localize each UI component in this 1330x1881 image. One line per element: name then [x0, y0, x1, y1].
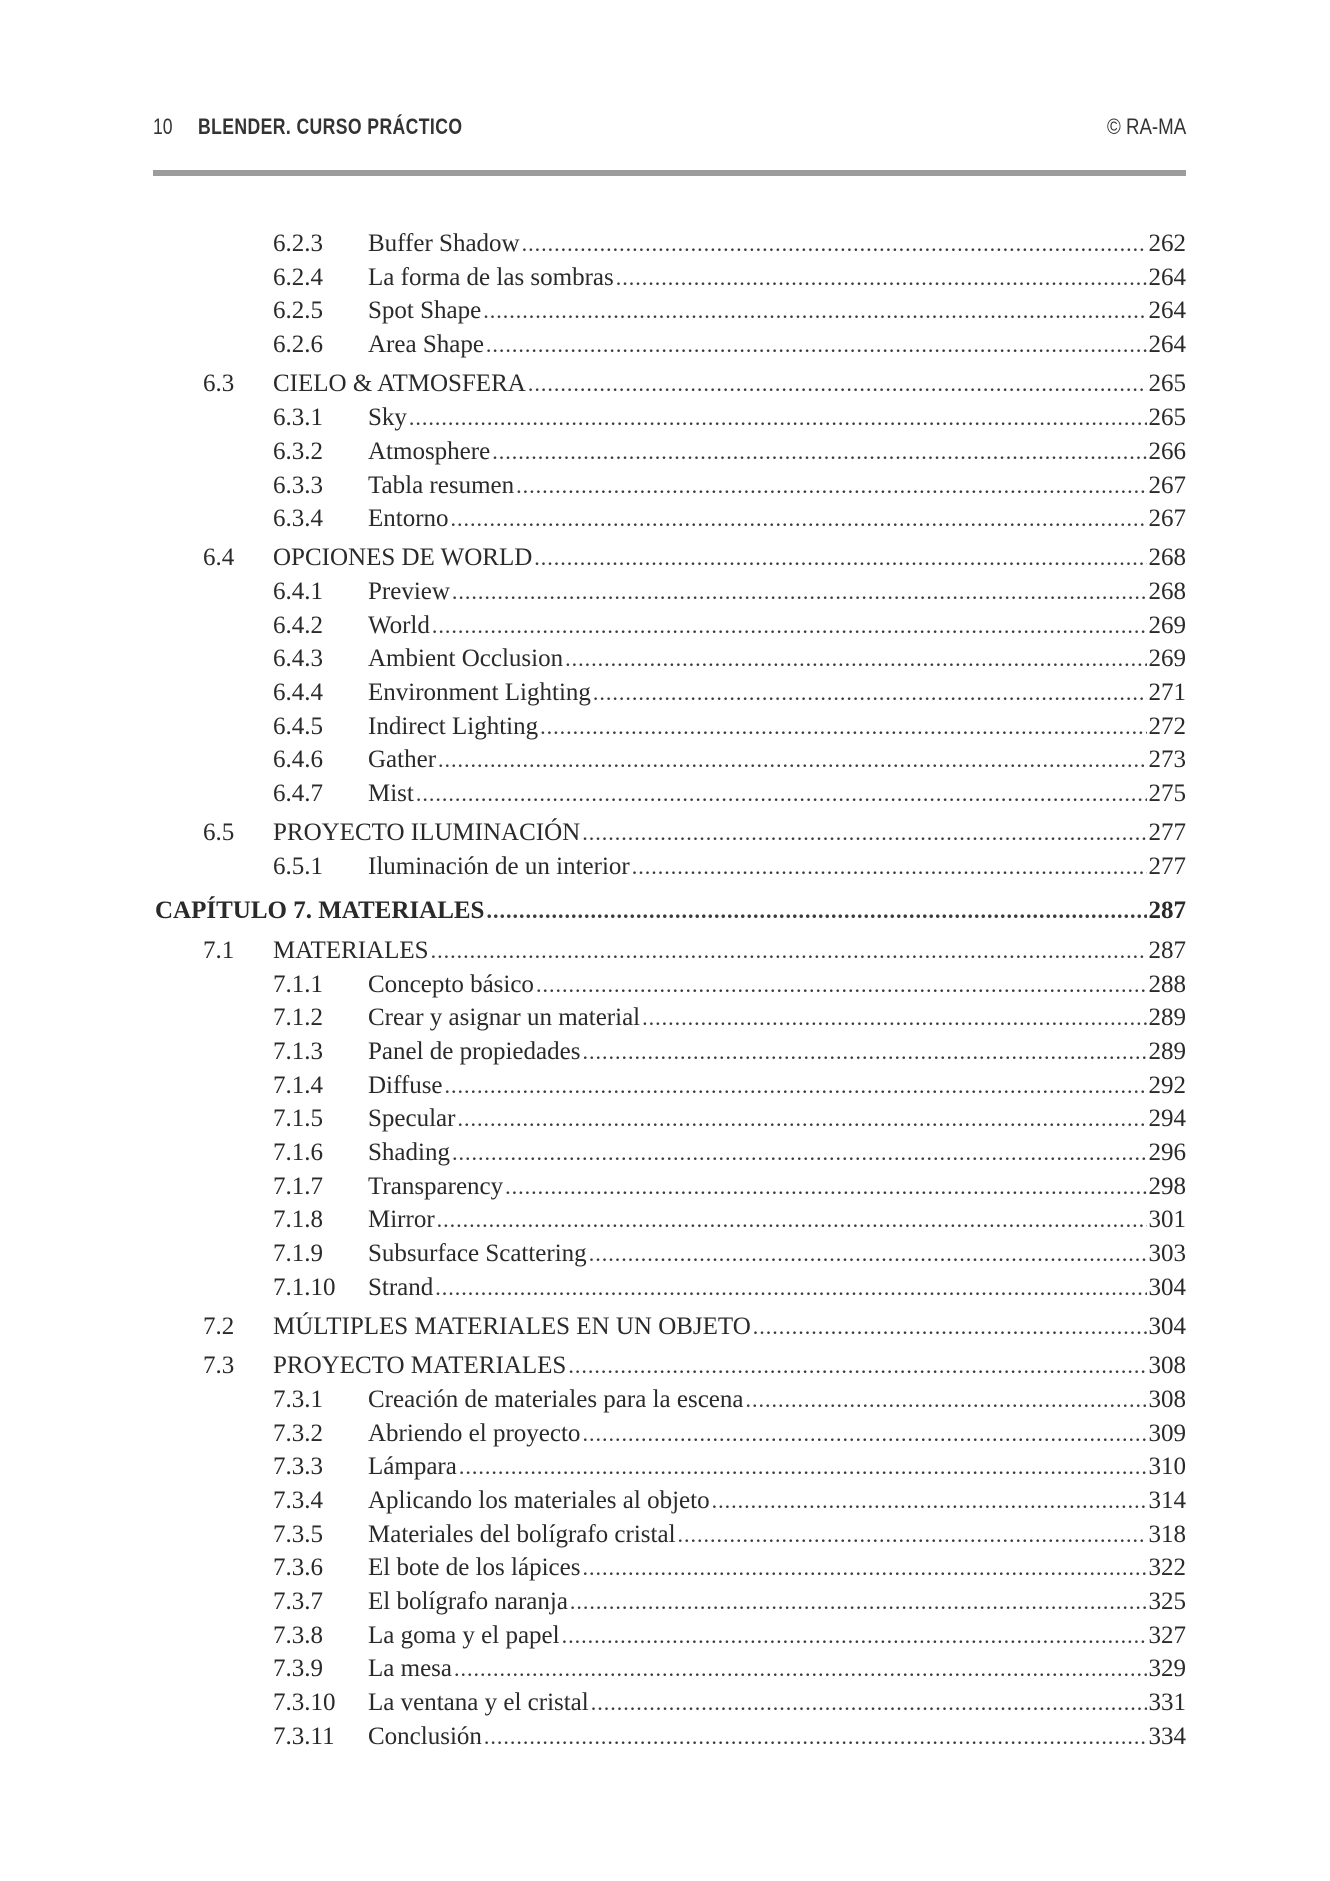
toc-page-number: 268	[1148, 544, 1186, 571]
toc-section-number: 6.5	[203, 819, 235, 846]
toc-page-number: 265	[1148, 370, 1186, 397]
toc-section-title: Gather	[368, 746, 437, 773]
toc-section-title: Strand	[368, 1274, 434, 1301]
toc-entry-row	[0, 935, 1330, 967]
toc-dot-leader	[522, 228, 1147, 260]
toc-entry-row	[0, 677, 1330, 709]
toc-page-number: 314	[1148, 1487, 1186, 1514]
toc-page-number: 310	[1148, 1453, 1186, 1480]
toc-dot-leader	[570, 1586, 1147, 1618]
toc-section-title: Lámpara	[368, 1453, 457, 1480]
toc-section-number: 6.4	[203, 544, 235, 571]
toc-page-number: 267	[1148, 472, 1186, 499]
toc-section-title: El bolígrafo naranja	[368, 1588, 568, 1615]
toc-page-number: 277	[1148, 853, 1186, 880]
toc-section-title: Spot Shape	[368, 297, 482, 324]
toc-section-title: La mesa	[368, 1655, 452, 1682]
toc-section-title: Ambient Occlusion	[368, 645, 564, 672]
toc-section-title: Mist	[368, 780, 414, 807]
toc-section-number: 6.3.3	[273, 472, 323, 499]
toc-page-number: 265	[1148, 404, 1186, 431]
toc-section-title: Preview	[368, 578, 450, 605]
toc-section-title: Shading	[368, 1139, 450, 1166]
toc-section-number: 6.2.3	[273, 230, 323, 257]
toc-section-title: Environment Lighting	[368, 679, 591, 706]
toc-entry-row	[0, 402, 1330, 434]
toc-section-number: 7.3.1	[273, 1386, 323, 1413]
toc-dot-leader	[416, 778, 1147, 810]
toc-entry-row	[0, 1586, 1330, 1618]
toc-page-number: 264	[1148, 297, 1186, 324]
toc-section-title: Entorno	[368, 505, 449, 532]
toc-section-title: Concepto básico	[368, 971, 534, 998]
toc-dot-leader	[632, 851, 1147, 883]
toc-page-number: 287	[1148, 897, 1186, 924]
toc-entry-row	[0, 610, 1330, 642]
toc-page-number: 268	[1148, 578, 1186, 605]
toc-entry-row	[0, 817, 1330, 849]
toc-section-number: 6.2.5	[273, 297, 323, 324]
toc-section-title: PROYECTO ILUMINACIÓN	[273, 819, 581, 846]
toc-page-number: 267	[1148, 505, 1186, 532]
toc-page-number: 322	[1148, 1554, 1186, 1581]
toc-entry-row	[0, 470, 1330, 502]
toc-section-number: 7.3.2	[273, 1420, 323, 1447]
toc-entry-row	[0, 1418, 1330, 1450]
toc-dot-leader	[591, 1687, 1147, 1719]
toc-section-number: 6.4.4	[273, 679, 323, 706]
toc-section-title: Sky	[368, 404, 407, 431]
toc-entry-row	[0, 436, 1330, 468]
toc-section-number: 6.3.1	[273, 404, 323, 431]
toc-page-number: 287	[1148, 937, 1186, 964]
toc-dot-leader	[438, 744, 1146, 776]
toc-section-number: 6.2.4	[273, 264, 323, 291]
toc-entry-row	[0, 778, 1330, 810]
toc-entry-row	[0, 643, 1330, 675]
toc-section-title: Diffuse	[368, 1072, 443, 1099]
toc-dot-leader	[431, 935, 1147, 967]
toc-section-number: 6.4.5	[273, 713, 323, 740]
toc-entry-row	[0, 1171, 1330, 1203]
toc-dot-leader	[437, 1204, 1147, 1236]
toc-page-number: 301	[1148, 1206, 1186, 1233]
toc-section-number: 6.3.2	[273, 438, 323, 465]
toc-entry-row	[0, 1519, 1330, 1551]
toc-entry-row	[0, 1721, 1330, 1753]
toc-section-number: 7.3.10	[273, 1689, 336, 1716]
toc-dot-leader	[486, 895, 1146, 927]
toc-page-number: 329	[1148, 1655, 1186, 1682]
toc-dot-leader	[678, 1519, 1147, 1551]
toc-dot-leader	[582, 1552, 1146, 1584]
toc-section-number: 7.1.4	[273, 1072, 323, 1099]
toc-section-title: Crear y asignar un material	[368, 1004, 641, 1031]
toc-chapter-row	[0, 895, 1330, 927]
toc-section-number: 7.1.7	[273, 1173, 323, 1200]
toc-section-number: 7.1.5	[273, 1105, 323, 1132]
toc-section-number: 7.1.1	[273, 971, 323, 998]
toc-section-number: 6.4.7	[273, 780, 323, 807]
toc-dot-leader	[712, 1485, 1147, 1517]
toc-page-number: 264	[1148, 331, 1186, 358]
toc-page-number: 289	[1148, 1038, 1186, 1065]
toc-section-title: Buffer Shadow	[368, 230, 520, 257]
toc-dot-leader	[454, 1653, 1147, 1685]
toc-dot-leader	[484, 1721, 1147, 1753]
toc-dot-leader	[593, 677, 1147, 709]
page-number: 10	[153, 114, 173, 139]
toc-page-number: 304	[1148, 1313, 1186, 1340]
toc-dot-leader	[445, 1070, 1147, 1102]
toc-section-title: La forma de las sombras	[368, 264, 614, 291]
toc-entry-row	[0, 1311, 1330, 1343]
toc-dot-leader	[562, 1620, 1147, 1652]
toc-dot-leader	[565, 643, 1146, 675]
toc-page-number: 269	[1148, 645, 1186, 672]
toc-section-title: MATERIALES	[273, 937, 429, 964]
toc-page-number: 309	[1148, 1420, 1186, 1447]
toc-page-number: 266	[1148, 438, 1186, 465]
toc-section-title: Panel de propiedades	[368, 1038, 581, 1065]
toc-dot-leader	[528, 368, 1147, 400]
toc-entry-row	[0, 368, 1330, 400]
toc-section-title: Abriendo el proyecto	[368, 1420, 581, 1447]
toc-entry-row	[0, 576, 1330, 608]
toc-entry-row	[0, 744, 1330, 776]
toc-entry-row	[0, 503, 1330, 535]
toc-section-title: El bote de los lápices	[368, 1554, 581, 1581]
toc-entry-row	[0, 1485, 1330, 1517]
toc-entry-row	[0, 1103, 1330, 1135]
toc-dot-leader	[459, 1451, 1147, 1483]
toc-entry-row	[0, 228, 1330, 260]
toc-section-title: Specular	[368, 1105, 456, 1132]
toc-page-number: 262	[1148, 230, 1186, 257]
toc-dot-leader	[582, 1418, 1146, 1450]
toc-entry-row	[0, 711, 1330, 743]
toc-dot-leader	[642, 1002, 1146, 1034]
toc-section-title: Indirect Lighting	[368, 713, 539, 740]
toc-page-number: 292	[1148, 1072, 1186, 1099]
toc-page-number: 277	[1148, 819, 1186, 846]
toc-entry-row	[0, 851, 1330, 883]
toc-dot-leader	[492, 436, 1146, 468]
toc-section-number: 6.4.6	[273, 746, 323, 773]
toc-page-number: 318	[1148, 1521, 1186, 1548]
toc-section-title: PROYECTO MATERIALES	[273, 1352, 567, 1379]
toc-dot-leader	[452, 576, 1147, 608]
toc-dot-leader	[483, 295, 1146, 327]
toc-section-number: 7.1.6	[273, 1139, 323, 1166]
toc-entry-row	[0, 329, 1330, 361]
toc-page-number: 273	[1148, 746, 1186, 773]
toc-page-number: 271	[1148, 679, 1186, 706]
toc-section-number: 7.2	[203, 1313, 235, 1340]
toc-dot-leader	[409, 402, 1147, 434]
toc-dot-leader	[452, 1137, 1147, 1169]
toc-dot-leader	[534, 542, 1146, 574]
toc-page-number: 294	[1148, 1105, 1186, 1132]
publisher-mark: © RA-MA	[1106, 114, 1186, 139]
toc-section-number: 7.3.4	[273, 1487, 323, 1514]
toc-section-title: Iluminación de un interior	[368, 853, 630, 880]
toc-section-title: World	[368, 612, 430, 639]
toc-dot-leader	[486, 329, 1147, 361]
toc-section-title: Area Shape	[368, 331, 484, 358]
toc-entry-row	[0, 1137, 1330, 1169]
toc-entry-row	[0, 1620, 1330, 1652]
toc-dot-leader	[568, 1350, 1146, 1382]
toc-section-title: Creación de materiales para la escena	[368, 1386, 744, 1413]
toc-entry-row	[0, 1070, 1330, 1102]
toc-page-number: 289	[1148, 1004, 1186, 1031]
toc-entry-row	[0, 1552, 1330, 1584]
toc-entry-row	[0, 1002, 1330, 1034]
toc-page-number: 304	[1148, 1274, 1186, 1301]
toc-section-title: Subsurface Scattering	[368, 1240, 587, 1267]
toc-dot-leader	[540, 711, 1146, 743]
toc-section-number: 7.3.11	[273, 1723, 335, 1750]
toc-section-title: Mirror	[368, 1206, 435, 1233]
toc-section-number: 6.4.2	[273, 612, 323, 639]
toc-dot-leader	[536, 969, 1147, 1001]
toc-section-number: 7.3.6	[273, 1554, 323, 1581]
toc-entry-row	[0, 1384, 1330, 1416]
toc-section-number: 7.1.9	[273, 1240, 323, 1267]
toc-page-number: 327	[1148, 1622, 1186, 1649]
toc-section-title: Tabla resumen	[368, 472, 515, 499]
toc-section-number: 7.3.9	[273, 1655, 323, 1682]
toc-page-number: 264	[1148, 264, 1186, 291]
toc-section-number: 7.3.5	[273, 1521, 323, 1548]
toc-section-number: 6.4.1	[273, 578, 323, 605]
toc-entry-row	[0, 1036, 1330, 1068]
toc-entry-row	[0, 1350, 1330, 1382]
toc-page-number: 303	[1148, 1240, 1186, 1267]
toc-page-number: 288	[1148, 971, 1186, 998]
toc-section-title: La ventana y el cristal	[368, 1689, 589, 1716]
toc-dot-leader	[432, 610, 1147, 642]
toc-entry-row	[0, 1272, 1330, 1304]
toc-page-number: 331	[1148, 1689, 1186, 1716]
toc-entry-row	[0, 262, 1330, 294]
toc-section-number: 7.1	[203, 937, 235, 964]
toc-section-title: MÚLTIPLES MATERIALES EN UN OBJETO	[273, 1313, 751, 1340]
toc-section-title: Conclusión	[368, 1723, 482, 1750]
toc-page-number: 296	[1148, 1139, 1186, 1166]
toc-dot-leader	[745, 1384, 1146, 1416]
toc-entry-row	[0, 542, 1330, 574]
toc-section-title: Transparency	[368, 1173, 504, 1200]
toc-page-number: 269	[1148, 612, 1186, 639]
toc-section-title: OPCIONES DE WORLD	[273, 544, 533, 571]
toc-dot-leader	[616, 262, 1147, 294]
toc-dot-leader	[516, 470, 1146, 502]
toc-entry-row	[0, 295, 1330, 327]
toc-section-number: 6.3.4	[273, 505, 323, 532]
toc-section-number: 6.5.1	[273, 853, 323, 880]
toc-section-number: 7.1.3	[273, 1038, 323, 1065]
toc-section-title: Materiales del bolígrafo cristal	[368, 1521, 676, 1548]
running-title: BLENDER. CURSO PRÁCTICO	[198, 114, 463, 139]
toc-section-number: 7.1.8	[273, 1206, 323, 1233]
toc-section-number: 6.3	[203, 370, 235, 397]
toc-page-number: 272	[1148, 713, 1186, 740]
toc-section-number: 7.1.2	[273, 1004, 323, 1031]
toc-dot-leader	[753, 1311, 1147, 1343]
toc-page-number: 298	[1148, 1173, 1186, 1200]
toc-section-title: Aplicando los materiales al objeto	[368, 1487, 710, 1514]
toc-entry-row	[0, 1653, 1330, 1685]
toc-section-number: 6.2.6	[273, 331, 323, 358]
toc-dot-leader	[435, 1272, 1146, 1304]
toc-page-number: 325	[1148, 1588, 1186, 1615]
toc-section-number: 7.3.8	[273, 1622, 323, 1649]
toc-section-title: CIELO & ATMOSFERA	[273, 370, 526, 397]
toc-page-number: 275	[1148, 780, 1186, 807]
toc-section-number: 7.3	[203, 1352, 235, 1379]
toc-section-title: Atmosphere	[368, 438, 491, 465]
toc-page-number: 334	[1148, 1723, 1186, 1750]
toc-entry-row	[0, 1451, 1330, 1483]
toc-dot-leader	[451, 503, 1147, 535]
toc-entry-row	[0, 969, 1330, 1001]
toc-section-title: La goma y el papel	[368, 1622, 560, 1649]
toc-section-number: 7.1.10	[273, 1274, 336, 1301]
toc-page-number: 308	[1148, 1386, 1186, 1413]
toc-page-number: 308	[1148, 1352, 1186, 1379]
toc-section-title: CAPÍTULO 7. MATERIALES	[155, 897, 485, 924]
toc-entry-row	[0, 1238, 1330, 1270]
toc-section-number: 7.3.3	[273, 1453, 323, 1480]
toc-dot-leader	[582, 1036, 1146, 1068]
toc-section-number: 7.3.7	[273, 1588, 323, 1615]
toc-entry-row	[0, 1687, 1330, 1719]
toc-dot-leader	[589, 1238, 1147, 1270]
toc-section-number: 6.4.3	[273, 645, 323, 672]
toc-dot-leader	[457, 1103, 1146, 1135]
toc-dot-leader	[505, 1171, 1146, 1203]
toc-entry-row	[0, 1204, 1330, 1236]
toc-dot-leader	[582, 817, 1146, 849]
